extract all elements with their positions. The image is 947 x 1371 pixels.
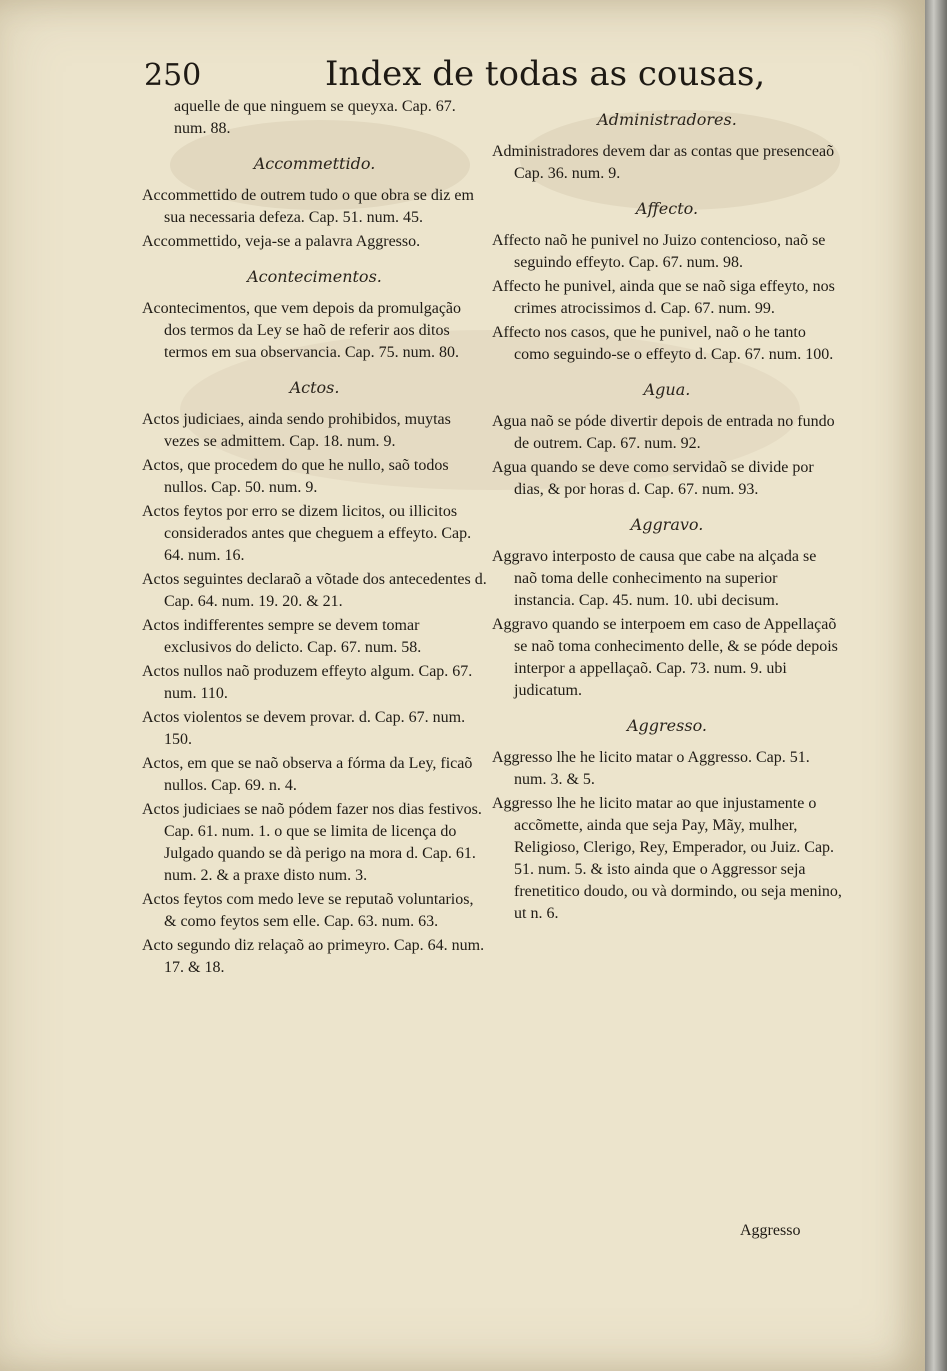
index-heading: Actos.: [289, 378, 340, 397]
right-column: [492, 96, 842, 927]
index-block: [142, 378, 487, 979]
index-entry: Accommettido de outrem tudo o que obra se diz em sua necessaria defeza. Cap. 51. num. 45.: [142, 187, 474, 226]
index-block: [492, 199, 842, 366]
index-entry: Actos nullos naõ produzem effeyto algum. Cap. 67. num. 110.: [142, 663, 473, 702]
index-block: [492, 380, 842, 501]
index-heading: Accommettido.: [253, 154, 376, 173]
index-entry: Actos feytos por erro se dizem licitos, ou illicitos considerados antes que cheguem a effeyto. Cap. 64. num. 16.: [142, 503, 472, 564]
index-block: [142, 154, 487, 253]
index-entry: Acontecimentos, que vem depois da promulgação dos termos da Ley se haõ de referir aos ditos termos em sua observancia. Cap. 75. num. 80.: [142, 300, 462, 361]
index-heading: Affecto.: [635, 199, 699, 218]
index-entry: Administradores devem dar as contas que presenceaõ Cap. 36. num. 9.: [492, 143, 835, 182]
index-heading: Acontecimentos.: [247, 267, 382, 286]
catchword: Aggresso: [740, 1222, 801, 1239]
index-entry: aquelle de que ninguem se queyxa. Cap. 67. num. 88.: [174, 98, 456, 137]
index-entry: Actos indifferentes sempre se devem tomar exclusivos do delicto. Cap. 67. num. 58.: [142, 617, 422, 656]
index-heading: Agua.: [643, 380, 691, 399]
index-entry: Actos, em que se naõ observa a fórma da Ley, ficaõ nullos. Cap. 69. n. 4.: [142, 755, 473, 794]
index-block: [492, 515, 842, 702]
index-block: [492, 110, 842, 185]
book-spine: [925, 0, 947, 1371]
index-heading: Aggravo.: [630, 515, 704, 534]
index-entry: Accommettido, veja-se a palavra Aggresso.: [142, 233, 421, 250]
index-entry: Aggravo quando se interpoem em caso de Appellaçaõ se naõ toma conhecimento delle, & se póde depois interpor a appellaçaõ. Cap. 73. num. 9. ubi judicatum.: [492, 616, 838, 699]
index-entry: Agua quando se deve como servidaõ se divide por dias, & por horas d. Cap. 67. num. 93.: [492, 459, 814, 498]
index-entry: Acto segundo diz relaçaõ ao primeyro. Cap. 64. num. 17. & 18.: [142, 937, 485, 976]
index-entry: Actos feytos com medo leve se reputaõ voluntarios, & como feytos sem elle. Cap. 63. num. 63.: [142, 891, 474, 930]
index-entry: Aggresso lhe he licito matar ao que injustamente o accõmette, ainda que seja Pay, Mãy, mulher, Religioso, Clerigo, Rey, Emperador, ou Juiz. Cap. 51. num. 5. & isto ainda que o Aggressor seja frenetitico doudo, ou và dormindo, ou seja menino, ut n. 6.: [492, 795, 842, 922]
index-entry: Affecto nos casos, que he punivel, naõ o he tanto como seguindo-se o effeyto d. Cap. 67. num. 100.: [492, 324, 834, 363]
index-entry: Aggravo interposto de causa que cabe na alçada se naõ toma delle conhecimento na superior instancia. Cap. 45. num. 10. ubi decisum.: [492, 548, 817, 609]
index-entry: Actos seguintes declaraõ a võtade dos antecedentes d. Cap. 64. num. 19. 20. & 21.: [142, 571, 487, 610]
index-heading: Administradores.: [597, 110, 737, 129]
index-entry: Affecto naõ he punivel no Juizo contencioso, naõ se seguindo effeyto. Cap. 67. num. 98.: [492, 232, 826, 271]
index-entry: Actos judiciaes, ainda sendo prohibidos, muytas vezes se admittem. Cap. 18. num. 9.: [142, 411, 451, 450]
index-entry: Actos, que procedem do que he nullo, saõ todos nullos. Cap. 50. num. 9.: [142, 457, 449, 496]
index-entry: Agua naõ se póde divertir depois de entrada no fundo de outrem. Cap. 67. num. 92.: [492, 413, 835, 452]
page-number: 250: [144, 58, 202, 93]
index-entry: Actos judiciaes se naõ pódem fazer nos dias festivos. Cap. 61. num. 1. o que se limita de licença do Julgado quando se dà perigo na mora d. Cap. 61. num. 2. & a praxe disto num. 3.: [142, 801, 482, 884]
index-entry: Aggresso lhe he licito matar o Aggresso. Cap. 51. num. 3. & 5.: [492, 749, 810, 788]
index-heading: Aggresso.: [626, 716, 707, 735]
left-column: [142, 96, 487, 981]
page-header: [140, 52, 860, 98]
index-block: [142, 267, 487, 364]
running-title: Index de todas as cousas,: [325, 54, 766, 94]
index-block: [142, 96, 487, 140]
index-entry: Actos violentos se devem provar. d. Cap. 67. num. 150.: [142, 709, 466, 748]
index-entry: Affecto he punivel, ainda que se naõ siga effeyto, nos crimes atrocissimos d. Cap. 67. num. 99.: [492, 278, 835, 317]
index-block: [492, 716, 842, 925]
